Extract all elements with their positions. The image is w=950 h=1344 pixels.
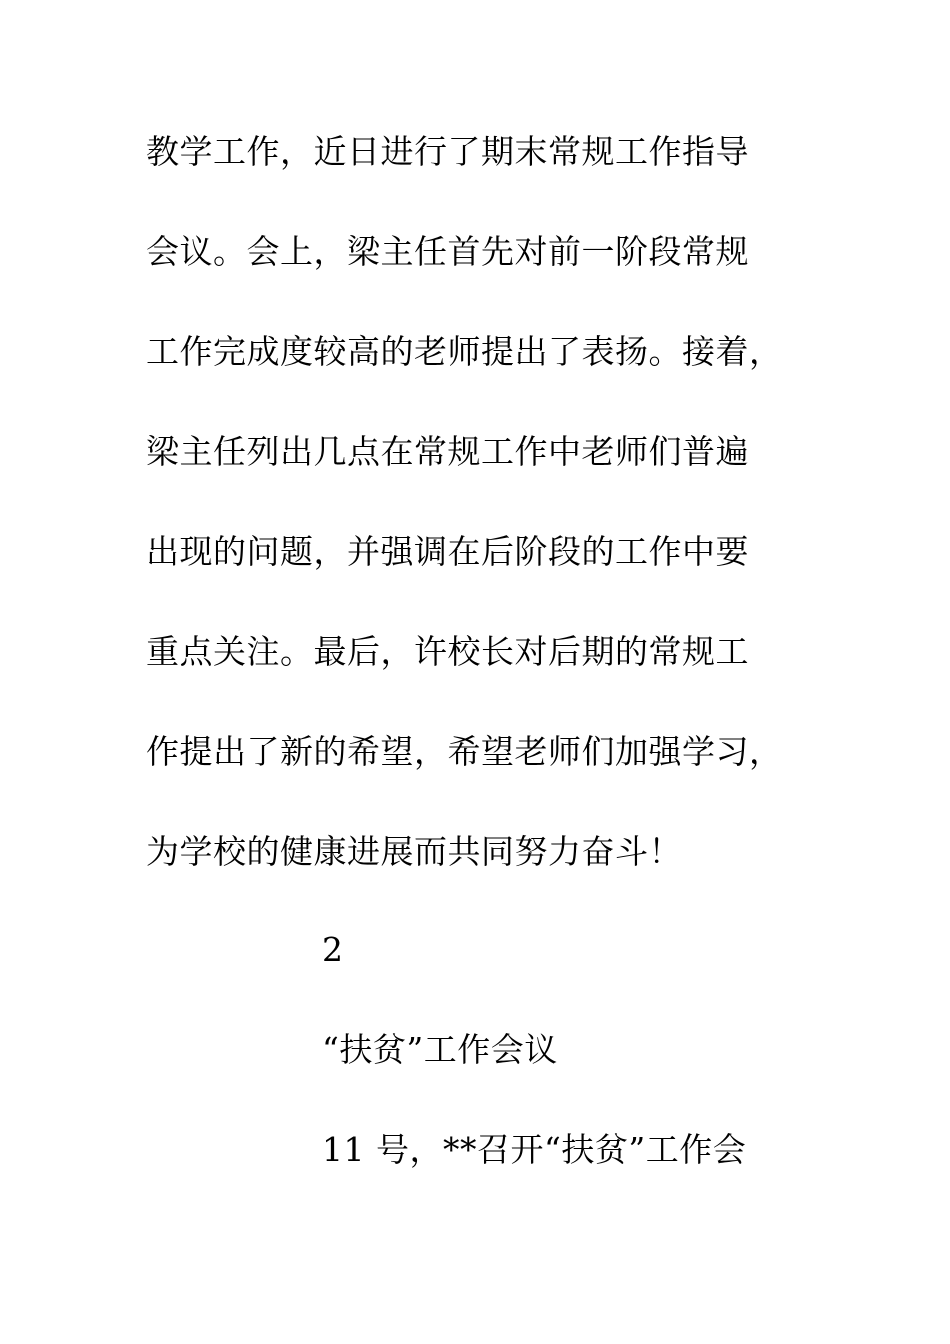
paragraph-line: 教学工作，近日进行了期末常规工作指导 (146, 132, 749, 171)
paragraph-line: 为学校的健康进展而共同努力奋斗！ (146, 832, 682, 871)
paragraph-line: 梁主任列出几点在常规工作中老师们普遍 (146, 432, 749, 471)
section-number: 2 (322, 930, 344, 969)
paragraph-line: 作提出了新的希望，希望老师们加强学习， (146, 732, 783, 771)
paragraph-line: 重点关注。最后，许校长对后期的常规工 (146, 632, 749, 671)
paragraph-line: 出现的问题，并强调在后阶段的工作中要 (146, 532, 749, 571)
paragraph-line: 工作完成度较高的老师提出了表扬。接着， (146, 332, 783, 371)
section-first-line: 11 号，**召开“扶贫”工作会 (322, 1130, 747, 1169)
paragraph-line: 会议。会上，梁主任首先对前一阶段常规 (146, 232, 749, 271)
section-title: “扶贫”工作会议 (322, 1030, 558, 1069)
